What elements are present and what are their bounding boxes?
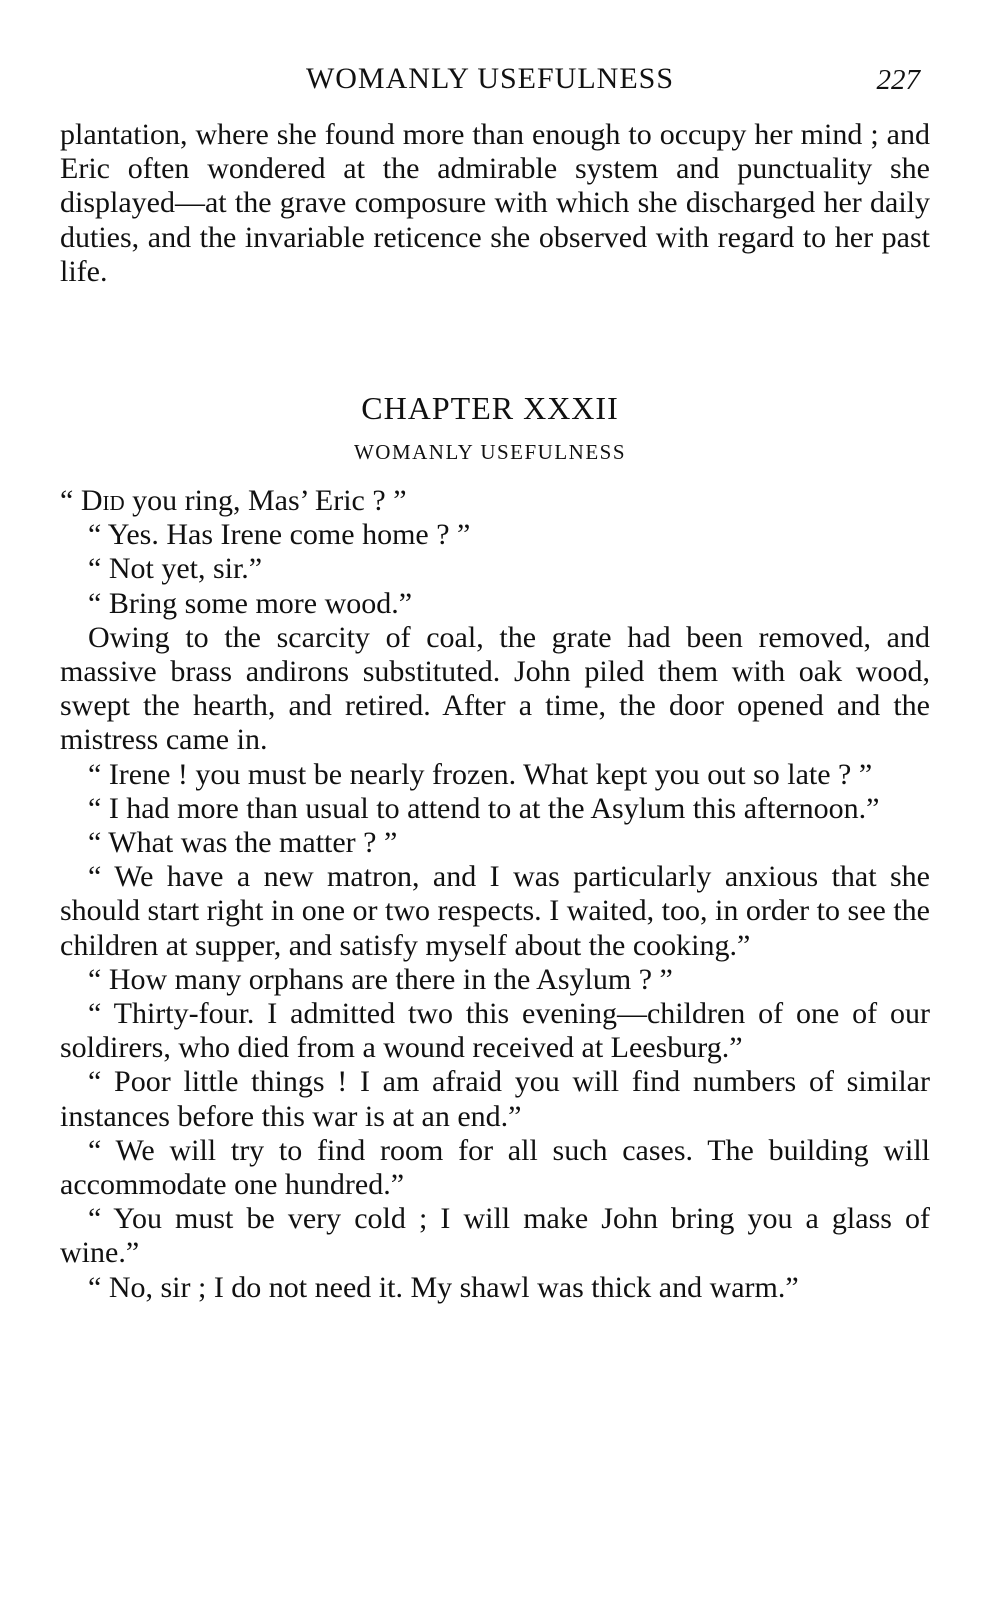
page-number: 227 — [876, 64, 920, 96]
chapter-heading: CHAPTER XXXII — [361, 390, 619, 426]
paragraph: “ We will try to find room for all such cases. The building will accommodate one hundred.” — [60, 1133, 930, 1202]
first-line-rest: you ring, Mas’ Eric ? ” — [124, 484, 407, 517]
first-paragraph — [60, 484, 930, 518]
opening-paragraph: plantation, where she found more than enough to occupy her mind ; and Eric often wondered at the admirable system and punctuality she displayed—at the grave composure with which she discharged her daily duties, and the invariable reticence she observed with regard to her past life. — [60, 118, 930, 288]
paragraph: “ Poor little things ! I am afraid you will find numbers of similar instances before this war is at an end.” — [60, 1065, 930, 1133]
paragraph: “ Irene ! you must be nearly frozen. What kept you out so late ? ” — [88, 757, 873, 791]
paragraph: “ Thirty-four. I admitted two this evening—children of one of our soldirers, who died from a wound received at Leesburg.” — [60, 997, 930, 1065]
running-title: WOMANLY USEFULNESS — [305, 62, 675, 95]
paragraph: “ Not yet, sir.” — [88, 552, 263, 586]
running-head — [60, 62, 920, 102]
paragraph: Owing to the scarcity of coal, the grate had been removed, and massive brass andirons substituted. John piled them with oak wood, swept the hearth, and retired. After a time, the door opened and the mistress came in. — [60, 620, 930, 757]
chapter-text-block — [60, 484, 930, 1305]
first-word: Did — [80, 484, 125, 517]
paragraph: “ No, sir ; I do not need it. My shawl was thick and warm.” — [88, 1270, 799, 1304]
paragraph: “ Yes. Has Irene come home ? ” — [88, 518, 471, 552]
paragraph: “ You must be very cold ; I will make John bring you a glass of wine.” — [60, 1202, 930, 1270]
opening-text-block — [60, 118, 930, 289]
paragraph: “ Bring some more wood.” — [88, 586, 413, 620]
paragraph: “ We have a new matron, and I was particularly anxious that she should start right in one or two respects. I waited, too, in order to see the children at supper, and satisfy myself about the cooking.” — [60, 860, 930, 962]
paragraph: “ I had more than usual to attend to at the Asylum this afternoon.” — [88, 791, 880, 825]
paragraph: “ How many orphans are there in the Asylum ? ” — [88, 962, 673, 996]
chapter-subtitle: WOMANLY USEFULNESS — [353, 440, 627, 464]
paragraph: “ What was the matter ? ” — [88, 826, 398, 860]
first-line-open-quote: “ — [60, 484, 81, 517]
